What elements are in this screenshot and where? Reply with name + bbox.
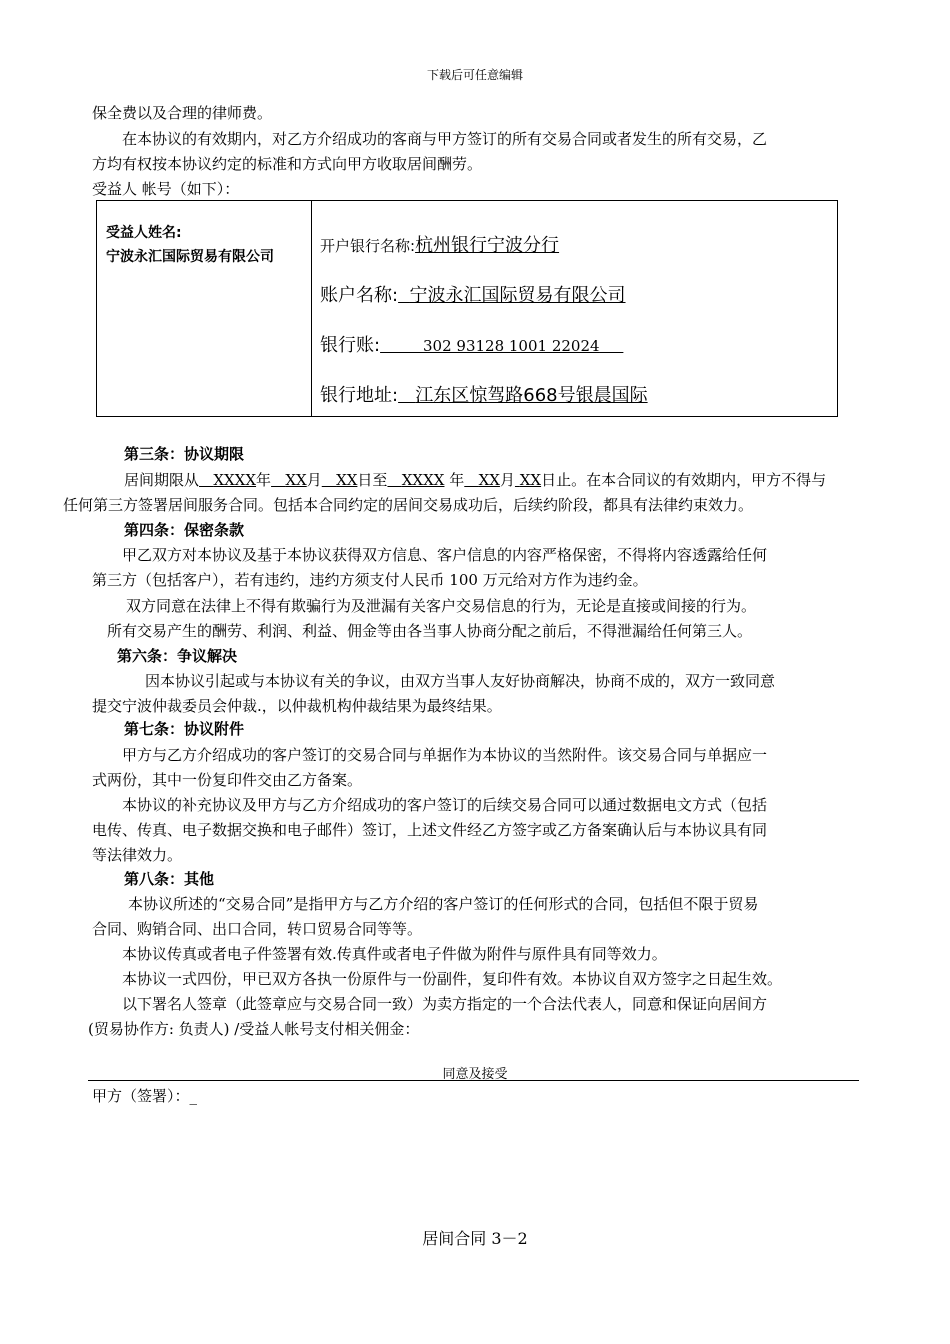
intro-line-1: 保全费以及合理的律师费。 <box>92 104 273 122</box>
beneficiary-name-label: 受益人姓名: <box>106 225 182 241</box>
article-4-line-3: 双方同意在法律上不得有欺骗行为及泄漏有关客户交易信息的行为，无论是直接或间接的行为。 <box>126 597 757 615</box>
signature-divider <box>88 1080 859 1081</box>
beneficiary-name-cell <box>97 201 312 417</box>
intro-line-3: 方均有权按本协议约定的标准和方式向甲方收取居间酬劳。 <box>92 155 483 173</box>
article-7-line-5: 等法律效力。 <box>92 846 183 864</box>
article-8-line-1: 本协议所述的“交易合同”是指甲方与乙方介绍的客户签订的任何形式的合同，包括但不限于贸易 <box>128 895 759 913</box>
article-4-line-4: 所有交易产生的酬劳、利润、利益、佣金等由各当事人协商分配之前后，不得泄漏给任何第三人。 <box>107 622 753 640</box>
beneficiary-name-value: 宁波永汇国际贸易有限公司 <box>106 249 274 265</box>
beneficiary-name-block <box>97 201 311 269</box>
article-4-line-2: 第三方（包括客户），若有违约，违约方须支付人民币 100 万元给对方作为违约金。 <box>92 571 648 589</box>
article-6-line-1: 因本协议引起或与本协议有关的争议，由双方当事人友好协商解决，协商不成的，双方一致同意 <box>145 672 776 690</box>
article-8-line-6: (贸易协作方: 负责人) /受益人帐号支付相关佣金： <box>88 1020 420 1038</box>
bank-name-value: 杭州银行宁波分行 <box>415 235 560 256</box>
article-7-line-2: 式两份，其中一份复印件交由乙方备案。 <box>92 771 363 789</box>
article-6-line-2: 提交宁波仲裁委员会仲裁.，以仲裁机构仲裁结果为最终结果。 <box>92 697 502 715</box>
account-number-label: 银行账: <box>320 335 381 356</box>
article-6-title: 第六条：争议解决 <box>117 647 238 665</box>
bank-details-cell <box>312 201 838 417</box>
party-a-signature: 甲方（签署）：_ <box>92 1087 198 1105</box>
article-8-line-2: 合同、购销合同、出口合同，转口贸易合同等等。 <box>92 920 423 938</box>
beneficiary-heading: 受益人 帐号（如下）： <box>92 180 240 198</box>
article-7-title: 第七条：协议附件 <box>124 720 245 738</box>
beneficiary-account-table <box>96 200 838 417</box>
article-8-line-5: 以下署名人签章（此签章应与交易合同一致）为卖方指定的一个合法代表人，同意和保证向居间方 <box>122 995 768 1013</box>
agree-accept-heading: 同意及接受 <box>442 1067 508 1082</box>
article-4-line-1: 甲乙双方对本协议及基于本协议获得双方信息、客户信息的内容严格保密，不得将内容透露给任何 <box>122 546 768 564</box>
article-3-line-2: 任何第三方签署居间服务合同。包括本合同约定的居间交易成功后，后续约阶段，都具有法律约束效力。 <box>63 496 754 514</box>
account-name-label: 账户名称: <box>320 285 399 306</box>
account-number-row <box>320 331 623 357</box>
intro-line-2: 在本协议的有效期内，对乙方介绍成功的客商与甲方签订的所有交易合同或者发生的所有交易，乙 <box>122 130 768 148</box>
bank-address-value: 江东区惊驾路668号银晨国际 <box>415 385 648 406</box>
download-note: 下载后可任意编辑 <box>426 68 523 82</box>
article-4-title: 第四条：保密条款 <box>124 521 245 539</box>
bank-address-label: 银行地址: <box>320 385 399 406</box>
bank-name-label: 开户银行名称: <box>320 237 416 255</box>
article-8-line-3: 本协议传真或者电子件签署有效.传真件或者电子件做为附件与原件具有同等效力。 <box>122 945 667 963</box>
article-7-line-3: 本协议的补充协议及甲方与乙方介绍成功的客户签订的后续交易合同可以通过数据电文方式（包括 <box>122 796 768 814</box>
article-7-line-4: 电传、传真、电子数据交换和电子邮件）签订，上述文件经乙方签字或乙方备案确认后与本协议具有同 <box>92 821 768 839</box>
article-8-line-4: 本协议一式四份，甲已双方各执一份原件与一份副件，复印件有效。本协议自双方签字之日起生效。 <box>122 970 783 988</box>
article-8-title: 第八条：其他 <box>124 870 215 888</box>
bank-address-row <box>320 381 648 407</box>
article-3-line-1: 居间期限从 XXXX年 XX月 XX日至 XXXX 年 XX月 XX日止。在本合同议的有效期内，甲方不得与 <box>124 471 827 489</box>
account-number-value: 302 93128 1001 22024 <box>423 337 600 355</box>
bank-name-row <box>320 231 559 257</box>
article-7-line-1: 甲方与乙方介绍成功的客户签订的交易合同与单据作为本协议的当然附件。该交易合同与单据应一 <box>122 746 768 764</box>
account-name-row <box>320 281 626 307</box>
account-name-value: 宁波永汇国际贸易有限公司 <box>409 285 626 306</box>
page-footer: 居间合同 3－2 <box>422 1229 528 1248</box>
article-3-title: 第三条：协议期限 <box>124 445 245 463</box>
